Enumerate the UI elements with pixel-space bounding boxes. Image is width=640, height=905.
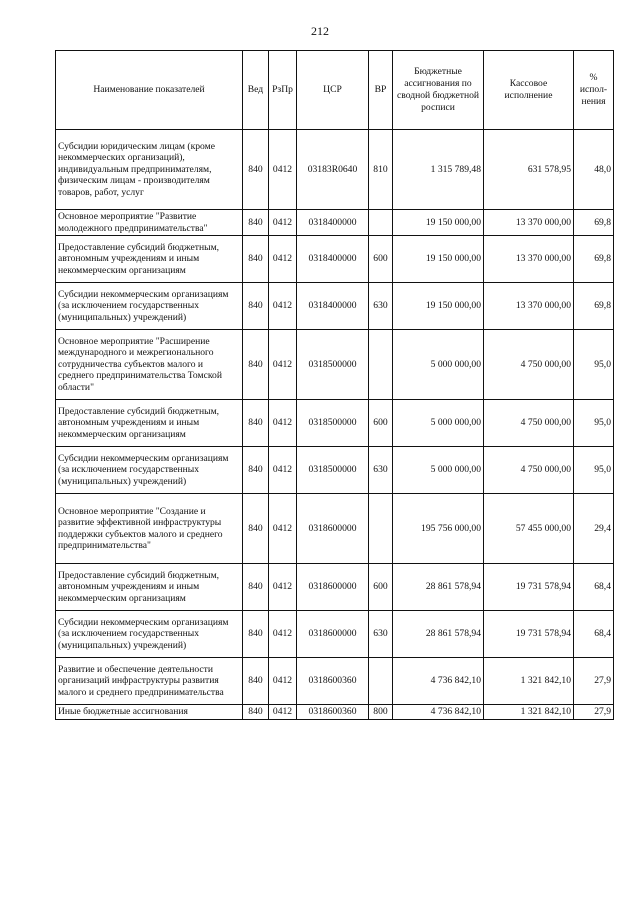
cell-assigned: 4 736 842,10 xyxy=(393,658,484,705)
cell-executed: 631 578,95 xyxy=(484,130,574,210)
cell-assigned: 19 150 000,00 xyxy=(393,283,484,330)
cell-executed: 13 370 000,00 xyxy=(484,210,574,236)
cell-vr: 630 xyxy=(369,283,393,330)
cell-vr: 600 xyxy=(369,400,393,447)
cell-vr: 630 xyxy=(369,447,393,494)
cell-assigned: 19 150 000,00 xyxy=(393,236,484,283)
cell-rzpr: 0412 xyxy=(269,130,297,210)
cell-executed: 57 455 000,00 xyxy=(484,494,574,564)
cell-csr: 0318500000 xyxy=(297,330,369,400)
cell-name: Предоставление субсидий бюджетным, автономным учреждениям и иным некоммерческим организациям xyxy=(56,236,243,283)
table-row xyxy=(56,447,614,494)
cell-assigned: 5 000 000,00 xyxy=(393,400,484,447)
cell-csr: 0318500000 xyxy=(297,400,369,447)
cell-rzpr: 0412 xyxy=(269,658,297,705)
cell-percent: 27,9 xyxy=(574,658,614,705)
cell-executed: 4 750 000,00 xyxy=(484,330,574,400)
cell-name: Основное мероприятие "Расширение международного и межрегионального сотрудничества субъектов малого и среднего предпринимательства Томской области" xyxy=(56,330,243,400)
header-rzpr: РзПр xyxy=(269,51,297,130)
cell-rzpr: 0412 xyxy=(269,611,297,658)
table-row xyxy=(56,210,614,236)
table-row xyxy=(56,564,614,611)
table-header-row xyxy=(56,51,614,130)
cell-percent: 95,0 xyxy=(574,447,614,494)
cell-name: Основное мероприятие "Создание и развитие эффективной инфраструктуры поддержки субъектов малого и среднего предпринимательства" xyxy=(56,494,243,564)
cell-percent: 69,8 xyxy=(574,236,614,283)
table-row xyxy=(56,283,614,330)
cell-vr: 600 xyxy=(369,236,393,283)
cell-assigned: 4 736 842,10 xyxy=(393,705,484,720)
header-executed: Кассовое исполнение xyxy=(484,51,574,130)
cell-rzpr: 0412 xyxy=(269,447,297,494)
cell-vr: 630 xyxy=(369,611,393,658)
cell-ved: 840 xyxy=(243,494,269,564)
cell-ved: 840 xyxy=(243,236,269,283)
cell-percent: 68,4 xyxy=(574,564,614,611)
cell-name: Субсидии некоммерческим организациям (за исключением государственных (муниципальных) учреждений) xyxy=(56,447,243,494)
cell-csr: 0318600000 xyxy=(297,564,369,611)
cell-name: Основное мероприятие "Развитие молодежного предпринимательства" xyxy=(56,210,243,236)
table-row xyxy=(56,611,614,658)
cell-rzpr: 0412 xyxy=(269,283,297,330)
table-row xyxy=(56,236,614,283)
cell-name: Предоставление субсидий бюджетным, автономным учреждениям и иным некоммерческим организациям xyxy=(56,564,243,611)
cell-assigned: 1 315 789,48 xyxy=(393,130,484,210)
cell-csr: 0318600360 xyxy=(297,705,369,720)
cell-executed: 19 731 578,94 xyxy=(484,564,574,611)
cell-rzpr: 0412 xyxy=(269,330,297,400)
cell-ved: 840 xyxy=(243,611,269,658)
cell-assigned: 5 000 000,00 xyxy=(393,447,484,494)
cell-rzpr: 0412 xyxy=(269,564,297,611)
cell-executed: 4 750 000,00 xyxy=(484,447,574,494)
header-ved: Вед xyxy=(243,51,269,130)
header-percent: % испол-нения xyxy=(574,51,614,130)
cell-ved: 840 xyxy=(243,705,269,720)
cell-csr: 0318600000 xyxy=(297,494,369,564)
cell-vr xyxy=(369,494,393,564)
cell-percent: 69,8 xyxy=(574,283,614,330)
cell-csr: 0318400000 xyxy=(297,210,369,236)
cell-percent: 69,8 xyxy=(574,210,614,236)
cell-ved: 840 xyxy=(243,330,269,400)
cell-vr xyxy=(369,330,393,400)
table-row xyxy=(56,330,614,400)
cell-assigned: 19 150 000,00 xyxy=(393,210,484,236)
cell-ved: 840 xyxy=(243,447,269,494)
header-vr: ВР xyxy=(369,51,393,130)
cell-executed: 19 731 578,94 xyxy=(484,611,574,658)
cell-name: Субсидии некоммерческим организациям (за исключением государственных (муниципальных) учреждений) xyxy=(56,283,243,330)
cell-ved: 840 xyxy=(243,564,269,611)
cell-rzpr: 0412 xyxy=(269,400,297,447)
table-row xyxy=(56,400,614,447)
cell-csr: 03183R0640 xyxy=(297,130,369,210)
cell-percent: 68,4 xyxy=(574,611,614,658)
cell-percent: 29,4 xyxy=(574,494,614,564)
cell-vr: 800 xyxy=(369,705,393,720)
cell-vr xyxy=(369,658,393,705)
cell-csr: 0318600000 xyxy=(297,611,369,658)
cell-name: Субсидии некоммерческим организациям (за исключением государственных (муниципальных) учреждений) xyxy=(56,611,243,658)
cell-ved: 840 xyxy=(243,400,269,447)
cell-csr: 0318400000 xyxy=(297,236,369,283)
cell-name: Иные бюджетные ассигнования xyxy=(56,705,243,720)
cell-name: Развитие и обеспечение деятельности организаций инфраструктуры развития малого и среднего предпринимательства xyxy=(56,658,243,705)
cell-name: Субсидии юридическим лицам (кроме некоммерческих организаций), индивидуальным предпринимателям, физическим лицам - производителям товаров, работ, услуг xyxy=(56,130,243,210)
table-row xyxy=(56,130,614,210)
cell-percent: 95,0 xyxy=(574,400,614,447)
cell-percent: 95,0 xyxy=(574,330,614,400)
cell-rzpr: 0412 xyxy=(269,210,297,236)
cell-executed: 4 750 000,00 xyxy=(484,400,574,447)
cell-rzpr: 0412 xyxy=(269,236,297,283)
cell-assigned: 28 861 578,94 xyxy=(393,564,484,611)
cell-executed: 1 321 842,10 xyxy=(484,658,574,705)
cell-name: Предоставление субсидий бюджетным, автономным учреждениям и иным некоммерческим организациям xyxy=(56,400,243,447)
cell-vr: 600 xyxy=(369,564,393,611)
cell-percent: 27,9 xyxy=(574,705,614,720)
header-csr: ЦСР xyxy=(297,51,369,130)
cell-ved: 840 xyxy=(243,283,269,330)
header-assigned: Бюджетные ассигнования по сводной бюджетной росписи xyxy=(393,51,484,130)
cell-assigned: 195 756 000,00 xyxy=(393,494,484,564)
table-body xyxy=(56,130,614,720)
table-row xyxy=(56,705,614,720)
cell-assigned: 5 000 000,00 xyxy=(393,330,484,400)
cell-csr: 0318600360 xyxy=(297,658,369,705)
cell-vr: 810 xyxy=(369,130,393,210)
cell-rzpr: 0412 xyxy=(269,705,297,720)
cell-csr: 0318500000 xyxy=(297,447,369,494)
budget-table xyxy=(55,50,614,720)
cell-vr xyxy=(369,210,393,236)
header-name: Наименование показателей xyxy=(56,51,243,130)
table-row xyxy=(56,658,614,705)
cell-ved: 840 xyxy=(243,658,269,705)
cell-rzpr: 0412 xyxy=(269,494,297,564)
cell-executed: 13 370 000,00 xyxy=(484,283,574,330)
cell-ved: 840 xyxy=(243,210,269,236)
cell-executed: 13 370 000,00 xyxy=(484,236,574,283)
page-number: 212 xyxy=(311,24,329,38)
cell-ved: 840 xyxy=(243,130,269,210)
cell-executed: 1 321 842,10 xyxy=(484,705,574,720)
cell-csr: 0318400000 xyxy=(297,283,369,330)
table-row xyxy=(56,494,614,564)
cell-percent: 48,0 xyxy=(574,130,614,210)
cell-assigned: 28 861 578,94 xyxy=(393,611,484,658)
